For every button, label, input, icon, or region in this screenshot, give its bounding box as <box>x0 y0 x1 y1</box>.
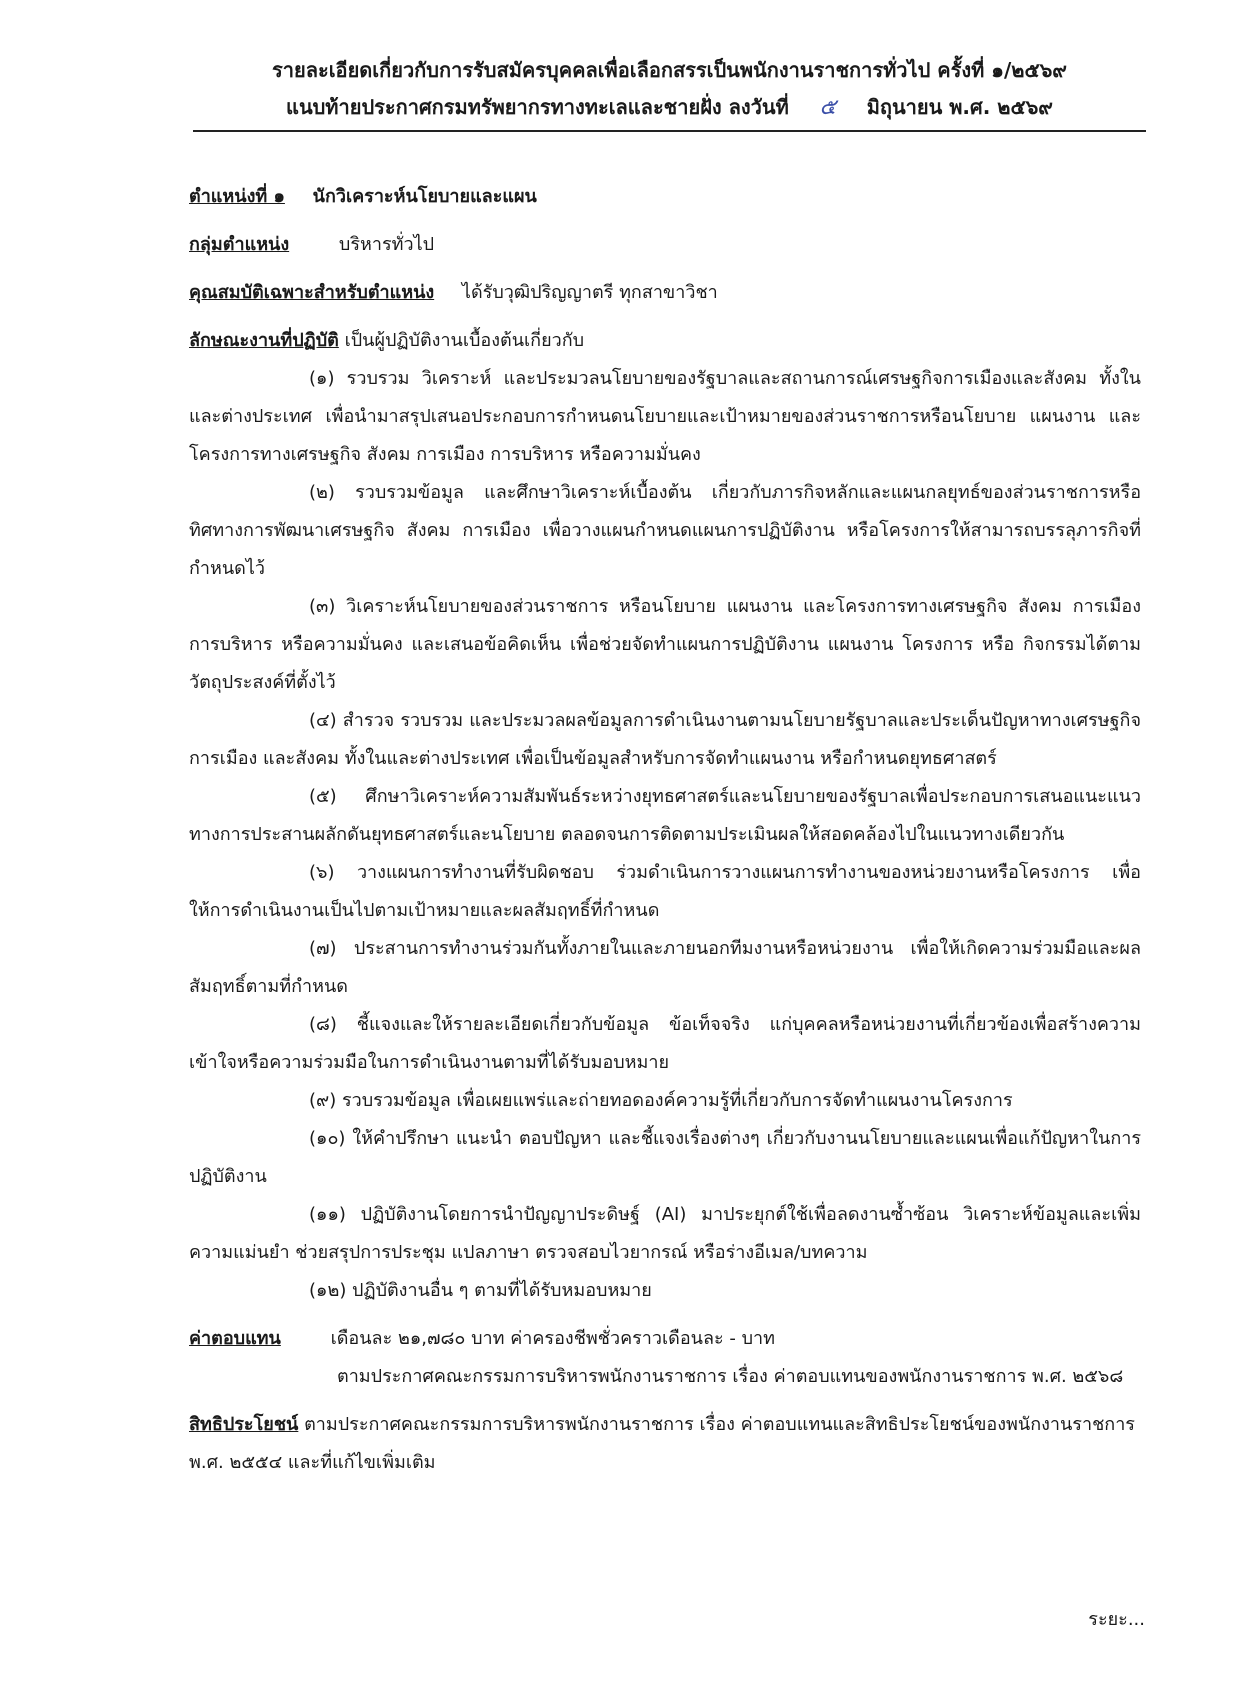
position-title: นักวิเคราะห์นโยบายและแผน <box>312 186 537 207</box>
document-header <box>193 52 1146 132</box>
page-continuation: ระยะ... <box>1088 1609 1145 1630</box>
benefits-value: ตามประกาศคณะกรรมการบริหารพนักงานราชการ เรื่อง ค่าตอบแทนและสิทธิประโยชน์ของพนักงานราชการ พ.ศ. ๒๕๕๔ และที่แก้ไขเพิ่มเติม <box>189 1414 1135 1473</box>
duty-item: (๑๐) ให้คำปรึกษา แนะนำ ตอบปัญหา และชี้แจงเรื่องต่างๆ เกี่ยวกับงานนโยบายและแผนเพื่อแก้ปัญหาในการปฏิบัติงาน <box>189 1128 1141 1187</box>
duties-intro: เป็นผู้ปฏิบัติงานเบื้องต้นเกี่ยวกับ <box>344 330 585 351</box>
header-subtitle <box>193 89 1146 126</box>
group-label: กลุ่มตำแหน่ง <box>189 234 290 255</box>
duty-item: (๗) ประสานการทำงานร่วมกันทั้งภายในและภายนอกทีมงานหรือหน่วยงาน เพื่อให้เกิดความร่วมมือและผลสัมฤทธิ์ตามที่กำหนด <box>189 938 1141 997</box>
position-label: ตำแหน่งที่ ๑ <box>189 186 285 207</box>
benefits-row <box>189 1406 1141 1482</box>
header-annex-text: แนบท้ายประกาศกรมทรัพยากรทางทะเลและชายฝั่ง ลงวันที่ <box>286 95 789 119</box>
duties-label: ลักษณะงานที่ปฏิบัติ <box>189 330 339 351</box>
duty-item: (๑) รวบรวม วิเคราะห์ และประมวลนโยบายของรัฐบาลและสถานการณ์เศรษฐกิจการเมืองและสังคม ทั้งในและต่างประเทศ เพื่อนำมาสรุปเสนอประกอบการกำหนดนโยบายและเป้าหมายของส่วนราชการหรือนโยบาย แผนงาน และโครงการทางเศรษฐกิจ สังคม การเมือง การบริหาร หรือความมั่นคง <box>189 368 1141 465</box>
duty-item: (๘) ชี้แจงและให้รายละเอียดเกี่ยวกับข้อมูล ข้อเท็จจริง แก่บุคคลหรือหน่วยงานที่เกี่ยวข้องเพื่อสร้างความเข้าใจหรือความร่วมมือในการดำเนินงานตามที่ได้รับมอบหมาย <box>189 1014 1141 1073</box>
duty-item: (๑๒) ปฏิบัติงานอื่น ๆ ตามที่ได้รับหมอบหมาย <box>309 1280 652 1301</box>
duties-list <box>189 360 1141 1310</box>
duty-item: (๖) วางแผนการทำงานที่รับผิดชอบ ร่วมดำเนินการวางแผนการทำงานของหน่วยงานหรือโครงการ เพื่อให้การดำเนินงานเป็นไปตามเป้าหมายและผลสัมฤทธิ์ที่กำหนด <box>189 862 1141 921</box>
compensation-amount: เดือนละ ๒๑,๗๘๐ บาท ค่าครองชีพชั่วคราวเดือนละ - บาท <box>330 1328 776 1349</box>
header-month-year: มิถุนายน พ.ศ. ๒๕๖๙ <box>866 95 1053 119</box>
group-row <box>189 226 1141 264</box>
duties-row <box>189 322 1141 360</box>
document-body <box>189 178 1141 1482</box>
group-value: บริหารทั่วไป <box>338 234 435 255</box>
duty-item: (๒) รวบรวมข้อมูล และศึกษาวิเคราะห์เบื้องต้น เกี่ยวกับภารกิจหลักและแผนกลยุทธ์ของส่วนราชการหรือทิศทางการพัฒนาเศรษฐกิจ สังคม การเมือง เพื่อวางแผนกำหนดแผนการปฏิบัติงาน หรือโครงการให้สามารถบรรลุภารกิจที่กำหนดไว้ <box>189 482 1141 579</box>
duty-item: (๔) สำรวจ รวบรวม และประมวลผลข้อมูลการดำเนินงานตามนโยบายรัฐบาลและประเด็นปัญหาทางเศรษฐกิจ การเมือง และสังคม ทั้งในและต่างประเทศ เพื่อเป็นข้อมูลสำหรับการจัดทำแผนงาน หรือกำหนดยุทธศาสตร์ <box>189 710 1141 769</box>
qualification-label: คุณสมบัติเฉพาะสำหรับตำแหน่ง <box>189 282 435 303</box>
compensation-reference: ตามประกาศคณะกรรมการบริหารพนักงานราชการ เรื่อง ค่าตอบแทนของพนักงานราชการ พ.ศ. ๒๕๖๘ <box>337 1366 1124 1387</box>
handwritten-date: ๕ <box>819 95 837 120</box>
benefits-label: สิทธิประโยชน์ <box>189 1414 299 1435</box>
qualification-row <box>189 274 1141 312</box>
duty-item: (๑๑) ปฏิบัติงานโดยการนำปัญญาประดิษฐ์ (AI) มาประยุกต์ใช้เพื่อลดงานซ้ำซ้อน วิเคราะห์ข้อมูลและเพิ่มความแม่นยำ ช่วยสรุปการประชุม แปลภาษา ตรวจสอบไวยากรณ์ หรือร่างอีเมล/บทความ <box>189 1204 1141 1263</box>
duty-item: (๓) วิเคราะห์นโยบายของส่วนราชการ หรือนโยบาย แผนงาน และโครงการทางเศรษฐกิจ สังคม การเมือง การบริหาร หรือความมั่นคง และเสนอข้อคิดเห็น เพื่อช่วยจัดทำแผนการปฏิบัติงาน แผนงาน โครงการ หรือ กิจกรรมได้ตามวัตถุประสงค์ที่ตั้งไว้ <box>189 596 1141 693</box>
qualification-value: ได้รับวุฒิปริญญาตรี ทุกสาขาวิชา <box>461 282 718 303</box>
header-title: รายละเอียดเกี่ยวกับการรับสมัครบุคคลเพื่อเลือกสรรเป็นพนักงานราชการทั่วไป ครั้งที่ ๑/๒๕๖๙ <box>272 58 1067 82</box>
duty-item: (๙) รวบรวมข้อมูล เพื่อเผยแพร่และถ่ายทอดองค์ความรู้ที่เกี่ยวกับการจัดทำแผนงานโครงการ <box>309 1090 1013 1111</box>
compensation-row <box>189 1320 1141 1358</box>
duty-item: (๕) ศึกษาวิเคราะห์ความสัมพันธ์ระหว่างยุทธศาสตร์และนโยบายของรัฐบาลเพื่อประกอบการเสนอแนะแนวทางการประสานผลักดันยุทธศาสตร์และนโยบาย ตลอดจนการติดตามประเมินผลให้สอดคล้องไปในแนวทางเดียวกัน <box>189 786 1141 845</box>
position-row <box>189 178 1141 216</box>
compensation-label: ค่าตอบแทน <box>189 1328 281 1349</box>
